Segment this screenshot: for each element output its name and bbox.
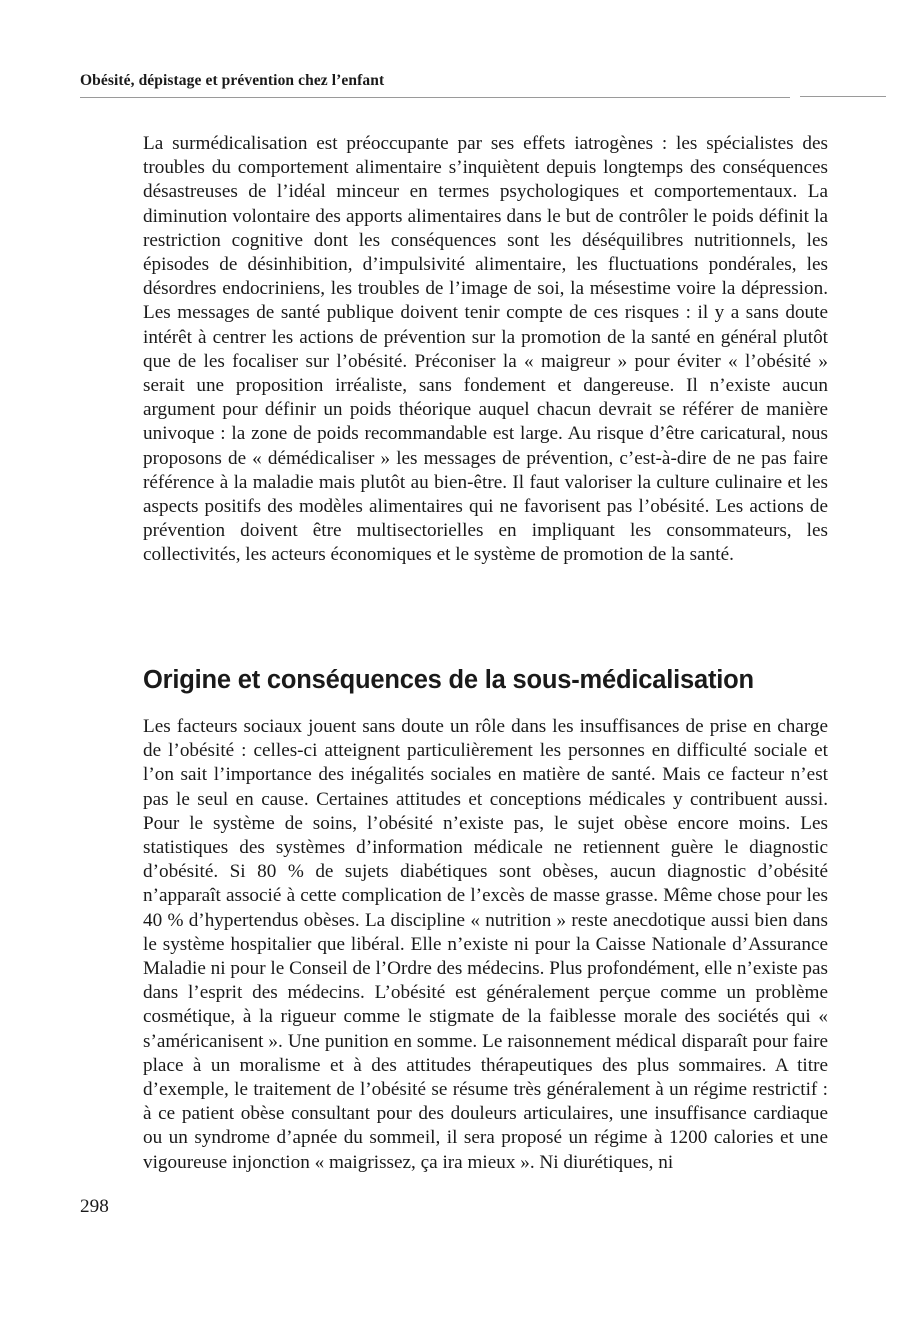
page-number: 298: [80, 1196, 109, 1217]
running-header: Obésité, dépistage et prévention chez l’enfant: [80, 72, 385, 89]
body-paragraph: La surmédicalisation est préoccupante par ses effets iatrogènes : les spécialistes des troubles du comportement alimentaire s’inquiètent depuis longtemps des conséquences désastreuses de l’idéal minceur en termes psychologiques et comportementaux. La diminution volontaire des apports alimentaires dans le but de contrôler le poids définit la restriction cognitive dont les conséquences sont les déséquilibres nutritionnels, les épisodes de désinhibition, d’impulsivité alimentaire, les fluctuations pondérales, les désordres endocriniens, les troubles de l’image de soi, la mésestime voire la dépression. Les messages de santé publique doivent tenir compte de ces risques : il y a sans doute intérêt à centrer les actions de prévention sur la promotion de la santé en général plutôt que de les focaliser sur l’obésité. Préconiser la « maigreur » pour éviter « l’obésité » serait une proposition irréaliste, sans fondement et dangereuse. Il n’existe aucun argument pour définir un poids théorique auquel chacun devrait se référer de manière univoque : la zone de poids recommandable est large. Au risque d’être caricatural, nous proposons de « démédicaliser » les messages de prévention, c’est-à-dire de ne pas faire référence à la maladie mais plutôt au bien-être. Il faut valoriser la culture culinaire et les aspects positifs des modèles alimentaires qui ne favorisent pas l’obésité. Les actions de prévention doivent être multisectorielles en impliquant les consommateurs, les collectivités, les acteurs économiques et le système de promotion de la santé.: [143, 133, 828, 566]
section-heading: Origine et conséquences de la sous-médicalisation: [143, 666, 754, 694]
header-rule-tail: [800, 96, 886, 97]
header-rule: [80, 97, 790, 98]
body-paragraph: Les facteurs sociaux jouent sans doute un rôle dans les insuffisances de prise en charge de l’obésité : celles-ci atteignent particulièrement les personnes en difficulté sociale et l’on sait l’importance des inégalités sociales en matière de santé. Mais ce facteur n’est pas le seul en cause. Certaines attitudes et conceptions médicales y contribuent aussi. Pour le système de soins, l’obésité n’existe pas, le sujet obèse encore moins. Les statistiques des systèmes d’information médicale ne retiennent guère le diagnostic d’obésité. Si 80 % de sujets diabétiques sont obèses, aucun diagnostic d’obésité n’apparaît associé à cette complication de l’excès de masse grasse. Même chose pour les 40 % d’hypertendus obèses. La discipline « nutrition » reste anecdotique aussi bien dans le système hospitalier que libéral. Elle n’existe ni pour la Caisse Nationale d’Assurance Maladie ni pour le Conseil de l’Ordre des médecins. Plus profondément, elle n’existe pas dans l’esprit des médecins. L’obésité est généralement perçue comme un problème cosmétique, à la rigueur comme le stigmate de la faiblesse morale des sociétés qui « s’américanisent ». Une punition en somme. Le raisonnement médical disparaît pour faire place à un moralisme et à des attitudes thérapeutiques des plus sommaires. A titre d’exemple, le traitement de l’obésité se résume très généralement à un régime restrictif : à ce patient obèse consultant pour des douleurs articulaires, une insuffisance cardiaque ou un syndrome d’apnée du sommeil, il sera proposé un régime à 1200 calories et une vigoureuse injonction « maigrissez, ça ira mieux ». Ni diurétiques, ni: [143, 716, 828, 1173]
